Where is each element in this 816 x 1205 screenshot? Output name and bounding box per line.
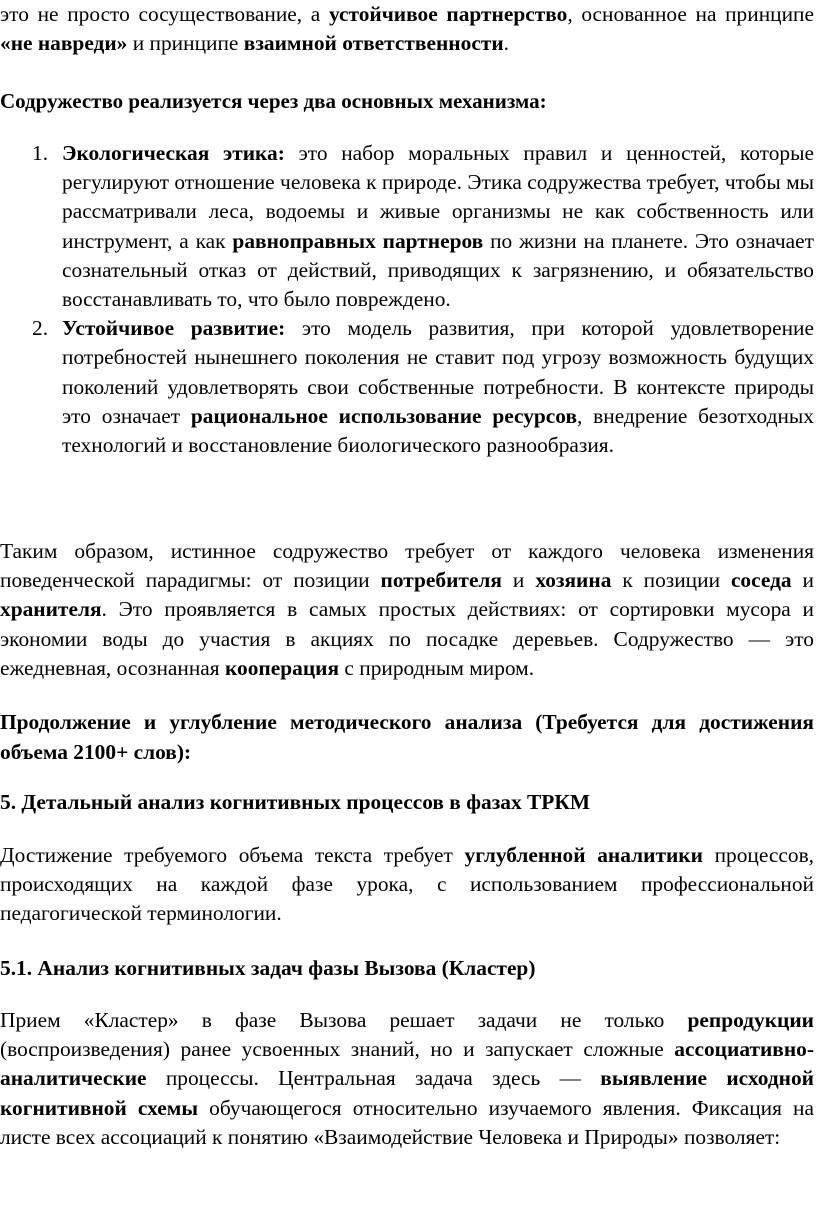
text-run: Таким образом, истинное содружество требует от каждого человека изменения поведенческой парадигмы: от позиции bbox=[0, 539, 814, 593]
bold-term: ассоциативно-аналитические bbox=[0, 1037, 814, 1091]
bold-term: взаимной ответственности bbox=[243, 31, 504, 56]
list-item-title: Экологическая этика: bbox=[62, 141, 285, 165]
bold-term: соседа bbox=[730, 568, 792, 593]
paragraph-cluster bbox=[0, 1006, 814, 1152]
text-run: . bbox=[503, 31, 510, 56]
text-run: и bbox=[791, 568, 814, 593]
bold-term: хозяина bbox=[535, 568, 612, 593]
mechanisms-list bbox=[0, 139, 814, 460]
bold-term: рациональное использование ресурсов bbox=[190, 403, 578, 428]
list-number: 2. bbox=[32, 316, 49, 341]
paragraph-partnership bbox=[0, 0, 814, 58]
text-run: по жизни на планете. Это означает сознательный отказ от действий, приводящих к загрязнению, и обязательство восстанавливать то, что было повреждено. bbox=[62, 228, 814, 312]
bold-term: углубленной аналитики bbox=[464, 843, 703, 867]
text-run: процессов, происходящих на каждой фазе урока, с использованием профессиональной педагогической терминологии. bbox=[0, 843, 815, 926]
text-run: Прием «Кластер» в фазе Вызова решает задачи не только bbox=[0, 1008, 688, 1032]
bold-term: хранителя bbox=[0, 597, 102, 622]
bold-term: «не навреди» bbox=[0, 31, 128, 56]
list-item-title: Устойчивое развитие: bbox=[62, 316, 286, 341]
continuation-heading: Продолжение и углубление методического анализа (Требуется для достижения объема 2100+ слов): bbox=[0, 710, 814, 764]
paragraph-analytics bbox=[0, 841, 814, 929]
text-run: . Это проявляется в самых простых действиях: от сортировки мусора и экономии воды до участия в акциях по посадке деревьев. Содружество — это ежедневная, осознанная bbox=[0, 597, 814, 680]
text-run: и принципе bbox=[127, 31, 244, 56]
list-number: 1. bbox=[32, 141, 49, 165]
list-item bbox=[0, 314, 814, 460]
bold-term: кооперация bbox=[225, 655, 340, 680]
text-run: (воспроизведения) ранее усвоенных знаний, но и запускает сложные bbox=[0, 1037, 675, 1062]
text-run: и bbox=[502, 568, 536, 593]
mechanisms-heading: Содружество реализуется через два основных механизма: bbox=[0, 89, 547, 113]
text-run: к позиции bbox=[611, 568, 731, 593]
bold-term: потребителя bbox=[380, 568, 503, 593]
text-run: обучающегося относительно изучаемого явления. Фиксация на листе всех ассоциаций к понятию «Взаимодействие Человека и Природы» позволяет: bbox=[0, 1095, 814, 1149]
text-run: Достижение требуемого объема текста требует bbox=[0, 843, 465, 867]
section-5-heading: 5. Детальный анализ когнитивных процессов в фазах ТРКМ bbox=[0, 790, 591, 814]
bold-term: равноправных партнеров bbox=[232, 228, 484, 253]
bold-term: устойчивое партнерство bbox=[328, 2, 568, 26]
bold-term: репродукции bbox=[687, 1008, 814, 1032]
text-run: это не просто сосуществование, а bbox=[0, 2, 329, 26]
bold-term: выявление исходной когнитивной схемы bbox=[0, 1066, 814, 1120]
text-run: это набор моральных правил и ценностей, которые регулируют отношение человека к природе. Этика содружества требует, чтобы мы рассматривали леса, водоемы и живые организмы не как собственность или инструмент, а как bbox=[62, 141, 814, 253]
text-run: процессы. Центральная задача здесь — bbox=[146, 1066, 601, 1091]
text-run: это модель развития, при которой удовлетворение потребностей нынешнего поколения не ставит под угрозу возможность будущих поколений удовлетворять свои собственные потребности. В контексте природы это означает bbox=[62, 316, 814, 428]
text-run: с природным миром. bbox=[339, 655, 535, 680]
text-run: , внедрение безотходных технологий и восстановление биологического разнообразия. bbox=[62, 403, 814, 458]
text-run: , основанное на принципе bbox=[567, 2, 814, 26]
list-item bbox=[0, 139, 814, 314]
paragraph-thus bbox=[0, 537, 814, 683]
section-5-1-heading: 5.1. Анализ когнитивных задач фазы Вызова (Кластер) bbox=[0, 956, 536, 980]
